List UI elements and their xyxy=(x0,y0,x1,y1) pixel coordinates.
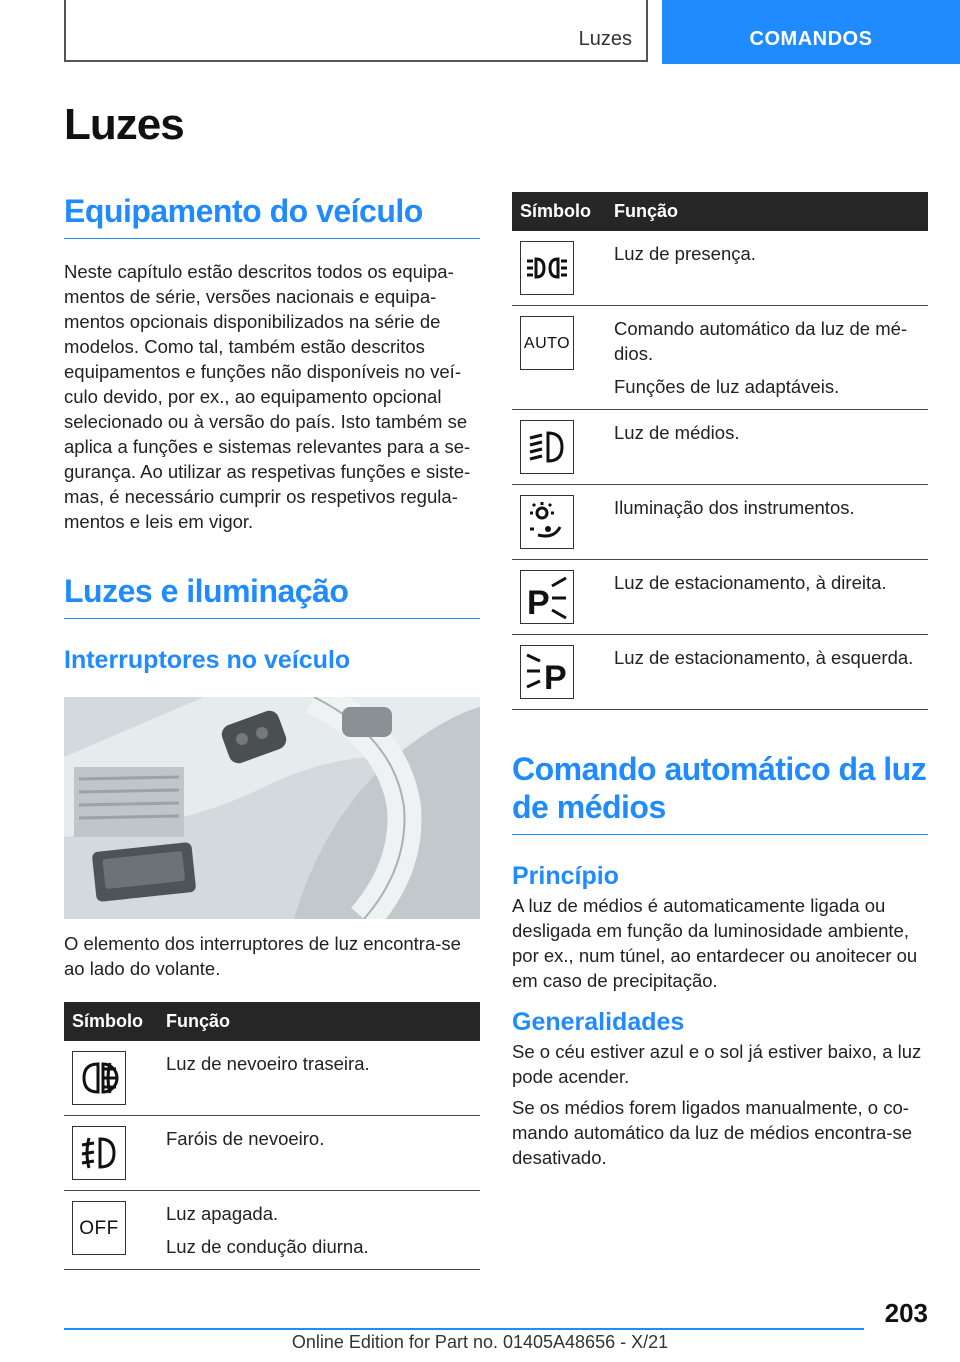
header-chapter-label: COMANDOS xyxy=(749,28,873,50)
table-row xyxy=(512,231,928,306)
paragraph-principle: A luz de médios é automaticamente ligada ou desligada em função da luminosidade ambiente, por ex., num túnel, ao entardecer ou anoitecer ou em caso de precipitação. xyxy=(512,895,918,991)
heading-lights: Luzes e iluminação xyxy=(64,572,480,619)
table-cell-function: Luz de estacionamento, à direita. xyxy=(614,572,887,593)
auto-icon: AUTO xyxy=(520,316,574,370)
heading-auto-low-beam: Comando automático da luz de médios xyxy=(512,750,928,835)
table-row xyxy=(512,485,928,560)
table-row xyxy=(512,560,928,635)
instrument-lighting-icon xyxy=(520,495,574,549)
table-row xyxy=(512,635,928,710)
heading-general: Generalidades xyxy=(512,1008,685,1036)
table-row xyxy=(512,306,928,410)
heading-equipment: Equipamento do veículo xyxy=(64,192,480,239)
heading-switches: Interruptores no veículo xyxy=(64,646,351,674)
page-number: 203 xyxy=(884,1298,928,1328)
table-cell-function: Comando automático da luz de mé-dios. xyxy=(614,318,908,364)
table-cell-function: Iluminação dos instrumentos. xyxy=(614,497,855,518)
table-cell-function-extra: Funções de luz adaptáveis. xyxy=(614,376,840,397)
off-icon: OFF xyxy=(72,1201,126,1255)
page-title: Luzes xyxy=(64,100,184,149)
table-header-symbol: Símbolo xyxy=(64,1002,158,1041)
table-cell-function: Luz de médios. xyxy=(614,422,740,443)
table-cell-function-extra: Luz de condução diurna. xyxy=(166,1236,369,1257)
svg-text:P: P xyxy=(527,584,550,620)
table-header-function: Função xyxy=(606,192,928,231)
table-cell-function: Luz de presença. xyxy=(614,243,756,264)
table-cell-function: Luz de estacionamento, à esquerda. xyxy=(614,647,914,668)
table-header-symbol: Símbolo xyxy=(512,192,606,231)
table-header-function: Função xyxy=(158,1002,480,1041)
header-section-title: Luzes xyxy=(578,28,632,50)
low-beam-icon xyxy=(520,420,574,474)
parking-light-right-icon xyxy=(520,570,574,624)
svg-text:P: P xyxy=(544,659,567,695)
parking-light-icon xyxy=(520,241,574,295)
paragraph-general-2: Se os médios forem ligados manualmente, o co-mando automático da luz de médios encontra-se desativado. xyxy=(512,1097,913,1168)
heading-principle: Princípio xyxy=(512,862,619,890)
left-column xyxy=(64,192,480,1270)
symbol-table-right xyxy=(512,192,928,710)
header-section-box xyxy=(64,0,648,62)
header-chapter-tab[interactable] xyxy=(662,0,960,64)
paragraph-general-1: Se o céu estiver azul e o sol já estiver baixo, a luz pode acender. xyxy=(512,1041,922,1087)
table-row xyxy=(64,1041,480,1116)
steering-wheel-illustration xyxy=(64,697,480,919)
paragraph-switches: O elemento dos interruptores de luz encontra-se ao lado do volante. xyxy=(64,933,461,979)
table-row xyxy=(512,410,928,485)
table-cell-function: Luz apagada. xyxy=(166,1203,279,1224)
footer-divider xyxy=(64,1328,864,1330)
parking-light-left-icon xyxy=(520,645,574,699)
table-row xyxy=(64,1116,480,1191)
symbol-table-left xyxy=(64,1002,480,1270)
table-cell-function: Luz de nevoeiro traseira. xyxy=(166,1053,370,1074)
right-column xyxy=(512,192,928,1170)
switch-panel-photo xyxy=(64,697,480,919)
paragraph-equipment: Neste capítulo estão descritos todos os equipa-mentos de série, versões nacionais e equipa-mentos opcionais disponibilizados na série de modelos. Como tal, também estão descritos equipamentos e funções não disponíveis no veí-culo devido, por ex., ao equipamento opcional selecionado ou à versão do país. Isto também se aplica a funções e sistemas relevantes para a se-gurança. Ao utilizar as respetivas funções e siste-mas, é necessário cumprir os respetivos regula-mentos e leis em vigor. xyxy=(64,261,471,532)
front-fog-light-icon xyxy=(72,1126,126,1180)
table-row xyxy=(64,1191,480,1270)
rear-fog-light-icon xyxy=(72,1051,126,1105)
table-cell-function: Faróis de nevoeiro. xyxy=(166,1128,325,1149)
footer-edition-text: Online Edition for Part no. 01405A48656 - X/21 xyxy=(291,1332,669,1352)
